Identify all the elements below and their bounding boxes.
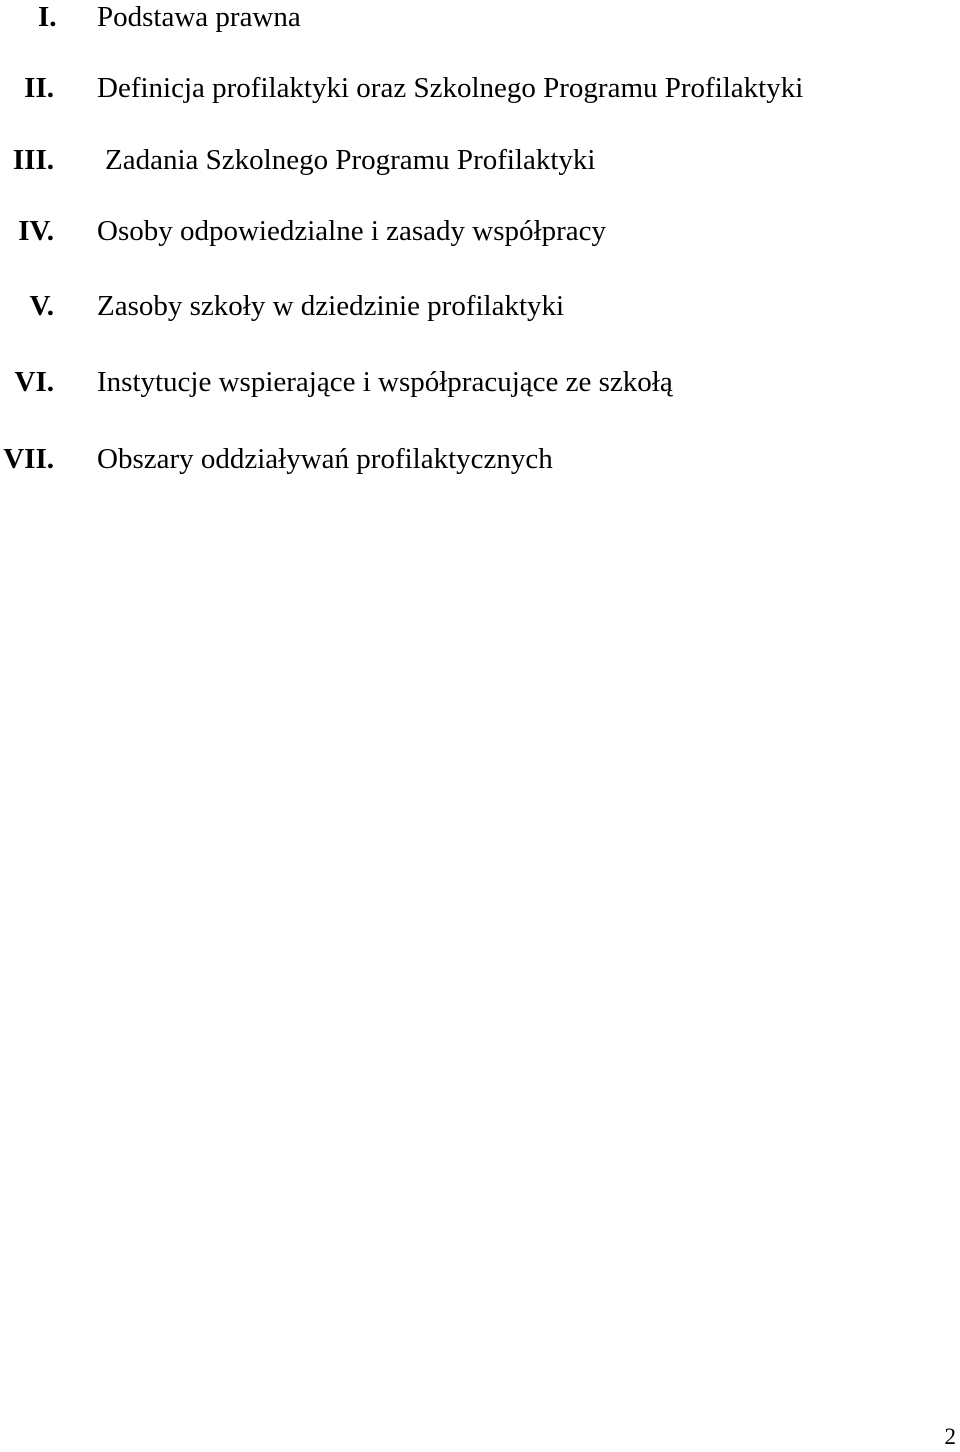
toc-item [0,143,960,183]
page-number: 2 [944,1424,956,1449]
toc-item-number: V. [29,290,54,322]
toc-item [0,214,960,254]
toc-item-title: Zasoby szkoły w dziedzinie profilaktyki [97,290,565,322]
toc-item-title: Osoby odpowiedzialne i zasady współpracy [97,215,606,247]
toc-item-title: Zadania Szkolnego Programu Profilaktyki [105,144,596,176]
toc-item-number: III. [12,144,54,176]
toc-item-number: II. [24,72,54,104]
toc-item [0,289,960,329]
toc-item [0,71,960,111]
toc-item [0,365,960,405]
toc-item-title: Definicja profilaktyki oraz Szkolnego Programu Profilaktyki [97,72,804,104]
toc-item-number: I. [38,1,57,33]
toc-item-title: Instytucje wspierające i współpracujące ze szkołą [97,366,673,398]
toc-item-title: Podstawa prawna [97,1,301,33]
toc-item-number: IV. [18,215,54,247]
toc-item-title: Obszary oddziaływań profilaktycznych [97,443,553,475]
toc-item-number: VI. [14,366,54,398]
toc-item [0,442,960,482]
toc-item [0,0,960,40]
toc-item-number: VII. [3,443,54,475]
